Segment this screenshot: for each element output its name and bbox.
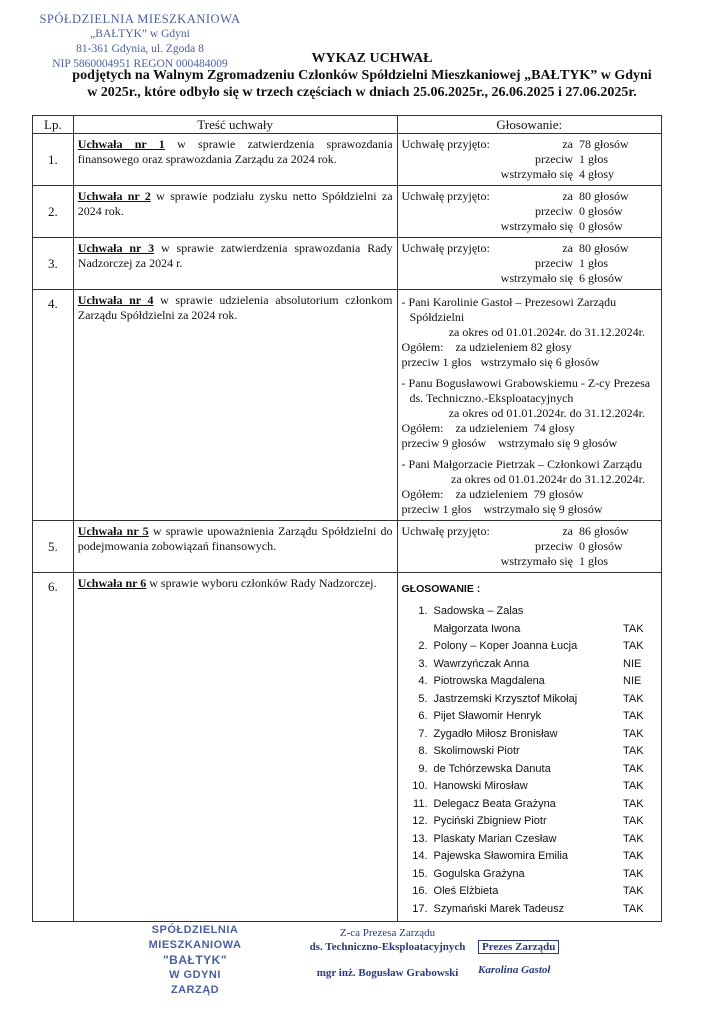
candidate-row (402, 866, 657, 884)
candidate-number: 10. (412, 780, 428, 792)
candidate-name: Oleś Elżbieta (433, 885, 499, 897)
vote-against: 0 głosów (579, 539, 623, 553)
vote-against: 0 głosów (579, 204, 623, 218)
resolution-text (73, 134, 397, 186)
candidate-row (402, 673, 657, 691)
candidate-number: 12. (412, 815, 428, 827)
vote-cell (397, 521, 661, 573)
vote-label: Uchwałę przyjęto: (401, 241, 490, 255)
stamp-address: 81-361 Gdynia, ul. Zgoda 8 (76, 43, 204, 55)
vote-abstain: 0 głosów (579, 219, 623, 233)
vote-cell (397, 573, 661, 922)
table-row (33, 238, 662, 290)
candidate-number: 8. (418, 745, 428, 757)
signature-vice-president (300, 926, 475, 980)
board-member-vote (402, 376, 657, 451)
candidate-name: Zygadło Miłosz Bronisław (433, 727, 558, 740)
candidate-row (402, 831, 657, 849)
candidate-row (402, 691, 657, 709)
vote-abstain: 6 głosów (579, 271, 623, 285)
candidate-name: Pijet Sławomir Henryk (433, 710, 542, 722)
candidate-vote: TAK (623, 780, 644, 792)
vote-for-label: za (562, 137, 573, 151)
candidate-row (402, 621, 657, 639)
candidate-name: Delegacz Beata Grażyna (433, 797, 556, 810)
resolution-title: Uchwała nr 4 (77, 293, 154, 307)
table-row (33, 521, 662, 573)
candidate-number: 14. (412, 850, 428, 862)
title-subtitle-1: podjętych na Walnym Zgromadzeniu Członków Spółdzielni Mieszkaniowej „BAŁTYK” w Gdyni (72, 68, 652, 83)
member-vote-total: Ogółem: za udzieleniem 74 głosy (401, 421, 575, 435)
stamp-line: "BAŁTYK" (162, 953, 228, 967)
vote-label: Uchwałę przyjęto: (401, 524, 490, 538)
candidate-row (402, 848, 657, 866)
candidate-name: Hanowski Mirosław (433, 780, 528, 792)
table-row (33, 186, 662, 238)
resolution-text (73, 573, 397, 922)
vote-for-label: za (562, 524, 573, 538)
member-vote-total: Ogółem: za udzieleniem 82 głosy (401, 340, 572, 354)
candidate-row (402, 901, 657, 919)
signature-name: Karolina Gastoł (478, 964, 551, 976)
candidate-vote: TAK (623, 727, 644, 740)
vote-cell (397, 238, 661, 290)
candidate-row (402, 726, 657, 744)
candidate-row (402, 603, 657, 621)
candidate-vote: TAK (623, 902, 644, 915)
row-number: 5. (33, 521, 74, 573)
candidate-number: 16. (412, 885, 428, 897)
candidate-name: de Tchórzewska Danuta (433, 762, 551, 775)
resolution-title: Uchwała nr 1 (77, 137, 165, 151)
candidate-row (402, 883, 657, 901)
row-number: 2. (33, 186, 74, 238)
vote-abstain-label: wstrzymało się (500, 219, 573, 233)
candidate-vote: TAK (623, 622, 644, 635)
candidate-vote: TAK (623, 640, 644, 652)
header-lp: Lp. (33, 116, 74, 134)
document-title (0, 50, 724, 101)
candidate-number: 5. (418, 692, 428, 705)
candidate-name: Polony – Koper Joanna Łucja (433, 640, 578, 652)
candidate-vote: TAK (623, 745, 644, 757)
candidate-row (402, 743, 657, 761)
vote-abstain-label: wstrzymało się (500, 167, 573, 181)
table-row (33, 290, 662, 521)
candidate-vote: NIE (623, 657, 642, 670)
header-glosowanie: Głosowanie: (397, 116, 661, 134)
candidate-vote: TAK (623, 832, 644, 845)
candidate-vote: TAK (623, 885, 644, 897)
vote-against-label: przeciw (535, 539, 573, 553)
member-period: za okres od 01.01.2024r do 31.12.2024r. (451, 472, 645, 486)
vote-for-label: za (562, 189, 573, 203)
candidate-number: 11. (413, 797, 428, 810)
candidate-name: Gogulska Grażyna (433, 867, 525, 880)
resolution-text (73, 186, 397, 238)
candidate-name: Szymański Marek Tadeusz (433, 902, 565, 915)
member-vote-total: Ogółem: za udzieleniem 79 głosów (401, 487, 584, 501)
resolution-description: w sprawie podziału zysku netto Spółdzielni za 2024 rok. (77, 189, 393, 218)
candidate-row (402, 761, 657, 779)
candidate-name: Małgorzata Iwona (433, 622, 521, 635)
title-heading: WYKAZ UCHWAŁ (311, 51, 433, 66)
candidate-number: 15. (412, 867, 428, 880)
table-row (33, 134, 662, 186)
resolution-text (73, 521, 397, 573)
member-period: za okres od 01.01.2024r. do 31.12.2024r. (448, 325, 645, 339)
member-vote-other: przeciw 1 głos wstrzymało się 6 głosów (401, 355, 600, 369)
board-member-vote (402, 457, 657, 517)
vote-against: 1 głos (579, 152, 609, 166)
vote-against-label: przeciw (535, 152, 573, 166)
candidate-name: Pajewska Sławomira Emilia (433, 850, 569, 862)
resolution-title: Uchwała nr 3 (77, 241, 155, 255)
signature-role: Prezes Zarządu (478, 940, 559, 954)
row-number: 4. (33, 290, 74, 521)
resolution-title: Uchwała nr 2 (77, 189, 151, 203)
candidate-vote: TAK (623, 867, 644, 880)
member-vote-other: przeciw 9 głosów wstrzymało się 9 głosów (401, 436, 618, 450)
candidate-name: Skolimowski Piotr (433, 745, 520, 757)
stamp-line: W GDYNI (169, 969, 221, 981)
member-name: - Pani Karolinie Gastoł – Prezesowi Zarządu Spółdzielni (402, 295, 657, 325)
resolution-description: w sprawie udzielenia absolutorium członkom Zarządu Spółdzielni za 2024 rok. (77, 293, 393, 322)
title-subtitle-2: w 2025r., które odbyło się w trzech częściach w dniach 25.06.2025r., 26.06.2025 i 27.06.2025r. (87, 85, 637, 100)
vote-against-label: przeciw (535, 204, 573, 218)
voting-heading: GŁOSOWANIE : (401, 583, 481, 595)
candidate-name: Jastrzemski Krzysztof Mikołaj (433, 692, 578, 705)
candidate-vote: NIE (623, 675, 642, 687)
vote-abstain: 1 głos (579, 554, 609, 568)
candidate-number: 17. (412, 902, 428, 915)
candidate-row (402, 638, 657, 656)
candidate-vote: TAK (623, 692, 644, 705)
board-member-vote (402, 295, 657, 370)
vote-for: 80 głosów (579, 241, 629, 255)
member-period: za okres od 01.01.2024r. do 31.12.2024r. (448, 406, 645, 420)
candidate-number: 6. (418, 710, 428, 722)
resolution-text (73, 290, 397, 521)
vote-for: 80 głosów (579, 189, 629, 203)
resolution-description: w sprawie upoważnienia Zarządu Spółdzielni do podejmowania zobowiązań finansowych. (77, 524, 393, 553)
vote-cell (397, 134, 661, 186)
candidate-row (402, 778, 657, 796)
candidate-row (402, 708, 657, 726)
candidate-vote (623, 603, 657, 621)
vote-against-label: przeciw (535, 256, 573, 270)
vote-label: Uchwałę przyjęto: (401, 137, 490, 151)
candidate-number: 1. (418, 605, 428, 617)
row-number: 6. (33, 573, 74, 922)
vote-for: 86 głosów (579, 524, 629, 538)
candidate-vote: TAK (623, 797, 644, 810)
vote-label: Uchwałę przyjęto: (401, 189, 490, 203)
vote-for: 78 głosów (579, 137, 629, 151)
member-vote-other: przeciw 1 głos wstrzymało się 9 głosów (401, 502, 603, 516)
resolution-text (73, 238, 397, 290)
member-name: - Panu Bogusławowi Grabowskiemu - Z-cy Prezesa ds. Techniczno.-Eksploatacyjnych (402, 376, 657, 406)
row-number: 1. (33, 134, 74, 186)
resolution-title: Uchwała nr 6 (77, 576, 147, 590)
stamp-ids: NIP 5860004951 REGON 000484009 (52, 58, 228, 70)
vote-abstain: 4 głosy (579, 167, 615, 181)
stamp-line: SPÓŁDZIELNIA MIESZKANIOWA (148, 924, 242, 951)
candidate-name: Pyciński Zbigniew Piotr (433, 815, 547, 827)
vote-abstain-label: wstrzymało się (500, 554, 573, 568)
resolution-title: Uchwała nr 5 (77, 524, 149, 538)
table-row (33, 573, 662, 922)
stamp-name: SPÓŁDZIELNIA MIESZKANIOWA (39, 12, 241, 26)
candidate-number: 3. (418, 657, 428, 670)
candidate-number: 9. (418, 762, 428, 775)
vote-cell (397, 186, 661, 238)
vote-abstain-label: wstrzymało się (500, 271, 573, 285)
signature-president (478, 940, 588, 982)
signature-name: mgr inż. Bogusław Grabowski (316, 967, 459, 979)
row-number: 3. (33, 238, 74, 290)
resolution-description: w sprawie wyboru członków Rady Nadzorczej. (146, 576, 377, 590)
header-tresc: Treść uchwały (73, 116, 397, 134)
signature-role: Z-ca Prezesa Zarządu (339, 927, 436, 939)
candidate-vote: TAK (623, 815, 644, 827)
candidate-name: Plaskaty Marian Czesław (433, 832, 557, 845)
vote-against: 1 głos (579, 256, 609, 270)
stamp-city: „BAŁTYK” w Gdyni (90, 28, 190, 40)
candidate-row (402, 813, 657, 831)
candidate-vote: TAK (623, 850, 644, 862)
vote-cell (397, 290, 661, 521)
member-name: - Pani Małgorzacie Pietrzak – Członkowi Zarządu (402, 457, 657, 472)
candidate-list (402, 603, 657, 918)
stamp-line: ZARZĄD (170, 984, 220, 996)
candidate-number: 2. (418, 640, 428, 652)
candidate-name: Wawrzyńczak Anna (433, 657, 530, 670)
candidate-row (402, 656, 657, 674)
resolution-description: w sprawie zatwierdzenia sprawozdania Rady Nadzorczej za 2024 r. (77, 241, 393, 270)
candidate-row (402, 796, 657, 814)
cooperative-board-stamp (110, 923, 280, 998)
candidate-vote: TAK (623, 762, 644, 775)
resolutions-table (32, 115, 662, 922)
candidate-number: 4. (418, 675, 428, 687)
candidate-name: Sadowska – Zalas (433, 605, 524, 617)
table-header-row (33, 116, 662, 134)
resolution-description: w sprawie zatwierdzenia sprawozdania finansowego oraz sprawozdania Zarządu za 2024 rok. (77, 137, 393, 166)
candidate-number: 7. (418, 727, 428, 740)
signature-dept: ds. Techniczno-Eksploatacyjnych (309, 941, 466, 953)
candidate-vote: TAK (623, 710, 644, 722)
vote-for-label: za (562, 241, 573, 255)
candidate-name: Piotrowska Magdalena (433, 675, 545, 687)
candidate-number: 13. (412, 832, 428, 845)
candidate-number (402, 621, 434, 639)
